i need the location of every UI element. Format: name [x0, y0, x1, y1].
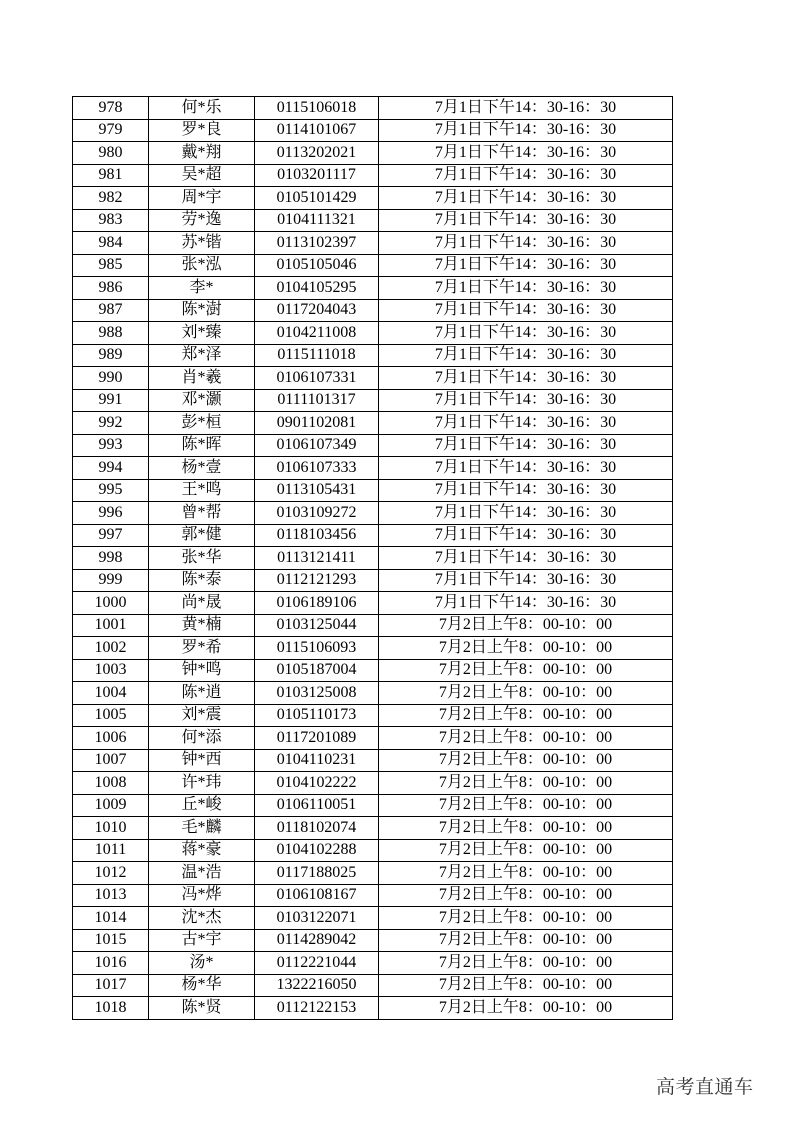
student-id-cell: 0105187004 [255, 659, 379, 682]
table-row [73, 232, 673, 255]
time-slot-cell: 7月1日下午14：30-16：30 [379, 187, 673, 210]
time-slot-cell: 7月1日下午14：30-16：30 [379, 97, 673, 120]
time-slot-cell: 7月1日下午14：30-16：30 [379, 502, 673, 525]
row-number-cell: 993 [73, 434, 149, 457]
student-id-cell: 0106107331 [255, 367, 379, 390]
row-number-cell: 1017 [73, 974, 149, 997]
row-number-cell: 979 [73, 119, 149, 142]
time-slot-cell: 7月2日上午8：00-10：00 [379, 884, 673, 907]
student-id-cell: 0105101429 [255, 187, 379, 210]
table-row [73, 164, 673, 187]
table-row [73, 637, 673, 660]
name-cell: 汤* [149, 952, 255, 975]
time-slot-cell: 7月2日上午8：00-10：00 [379, 997, 673, 1020]
student-id-cell: 0104102288 [255, 839, 379, 862]
table-row [73, 569, 673, 592]
table-row [73, 367, 673, 390]
student-id-cell: 0901102081 [255, 412, 379, 435]
student-id-cell: 0104211008 [255, 322, 379, 345]
table-row [73, 997, 673, 1020]
student-id-cell: 0117204043 [255, 299, 379, 322]
name-cell: 陈*贤 [149, 997, 255, 1020]
table-row [73, 412, 673, 435]
student-id-cell: 0106107333 [255, 457, 379, 480]
student-id-cell: 0106108167 [255, 884, 379, 907]
name-cell: 罗*希 [149, 637, 255, 660]
row-number-cell: 1015 [73, 929, 149, 952]
name-cell: 冯*烨 [149, 884, 255, 907]
row-number-cell: 984 [73, 232, 149, 255]
row-number-cell: 1012 [73, 862, 149, 885]
time-slot-cell: 7月1日下午14：30-16：30 [379, 232, 673, 255]
row-number-cell: 1010 [73, 817, 149, 840]
student-id-cell: 0103125008 [255, 682, 379, 705]
row-number-cell: 995 [73, 479, 149, 502]
student-id-cell: 0115106018 [255, 97, 379, 120]
student-id-cell: 0113121411 [255, 547, 379, 570]
student-id-cell: 0112121293 [255, 569, 379, 592]
row-number-cell: 985 [73, 254, 149, 277]
name-cell: 何*添 [149, 727, 255, 750]
name-cell: 古*宇 [149, 929, 255, 952]
student-id-cell: 0112221044 [255, 952, 379, 975]
table-row [73, 614, 673, 637]
name-cell: 陈*泰 [149, 569, 255, 592]
time-slot-cell: 7月2日上午8：00-10：00 [379, 907, 673, 930]
student-id-cell: 0105105046 [255, 254, 379, 277]
student-id-cell: 0105110173 [255, 704, 379, 727]
name-cell: 许*玮 [149, 772, 255, 795]
student-id-cell: 0117188025 [255, 862, 379, 885]
name-cell: 劳*逸 [149, 209, 255, 232]
student-id-cell: 0106107349 [255, 434, 379, 457]
name-cell: 曾*帮 [149, 502, 255, 525]
name-cell: 黄*楠 [149, 614, 255, 637]
name-cell: 钟*西 [149, 749, 255, 772]
name-cell: 温*浩 [149, 862, 255, 885]
time-slot-cell: 7月2日上午8：00-10：00 [379, 614, 673, 637]
name-cell: 罗*良 [149, 119, 255, 142]
table-row [73, 952, 673, 975]
table-row [73, 907, 673, 930]
row-number-cell: 1018 [73, 997, 149, 1020]
row-number-cell: 996 [73, 502, 149, 525]
row-number-cell: 1007 [73, 749, 149, 772]
time-slot-cell: 7月2日上午8：00-10：00 [379, 637, 673, 660]
name-cell: 肖*羲 [149, 367, 255, 390]
row-number-cell: 1013 [73, 884, 149, 907]
row-number-cell: 982 [73, 187, 149, 210]
table-row [73, 974, 673, 997]
time-slot-cell: 7月2日上午8：00-10：00 [379, 772, 673, 795]
row-number-cell: 980 [73, 142, 149, 165]
table-row [73, 142, 673, 165]
row-number-cell: 1006 [73, 727, 149, 750]
name-cell: 李* [149, 277, 255, 300]
row-number-cell: 1003 [73, 659, 149, 682]
table-row [73, 502, 673, 525]
student-id-cell: 0104111321 [255, 209, 379, 232]
time-slot-cell: 7月1日下午14：30-16：30 [379, 412, 673, 435]
row-number-cell: 987 [73, 299, 149, 322]
student-id-cell: 0117201089 [255, 727, 379, 750]
student-id-cell: 0103201117 [255, 164, 379, 187]
time-slot-cell: 7月1日下午14：30-16：30 [379, 592, 673, 615]
table-row [73, 277, 673, 300]
time-slot-cell: 7月1日下午14：30-16：30 [379, 344, 673, 367]
row-number-cell: 991 [73, 389, 149, 412]
name-cell: 刘*臻 [149, 322, 255, 345]
time-slot-cell: 7月2日上午8：00-10：00 [379, 817, 673, 840]
row-number-cell: 1014 [73, 907, 149, 930]
table-row [73, 794, 673, 817]
student-id-cell: 0104102222 [255, 772, 379, 795]
time-slot-cell: 7月2日上午8：00-10：00 [379, 952, 673, 975]
watermark-text: 高考直通车 [656, 1076, 754, 1098]
name-cell: 张*华 [149, 547, 255, 570]
row-number-cell: 997 [73, 524, 149, 547]
name-cell: 杨*壹 [149, 457, 255, 480]
time-slot-cell: 7月1日下午14：30-16：30 [379, 457, 673, 480]
student-id-cell: 0104110231 [255, 749, 379, 772]
row-number-cell: 988 [73, 322, 149, 345]
student-id-cell: 0118103456 [255, 524, 379, 547]
name-cell: 陈*澍 [149, 299, 255, 322]
table-row [73, 344, 673, 367]
row-number-cell: 1005 [73, 704, 149, 727]
row-number-cell: 1009 [73, 794, 149, 817]
row-number-cell: 1002 [73, 637, 149, 660]
name-cell: 蒋*豪 [149, 839, 255, 862]
time-slot-cell: 7月2日上午8：00-10：00 [379, 659, 673, 682]
row-number-cell: 986 [73, 277, 149, 300]
time-slot-cell: 7月2日上午8：00-10：00 [379, 974, 673, 997]
table-row [73, 524, 673, 547]
time-slot-cell: 7月2日上午8：00-10：00 [379, 862, 673, 885]
row-number-cell: 1016 [73, 952, 149, 975]
name-cell: 沈*杰 [149, 907, 255, 930]
row-number-cell: 998 [73, 547, 149, 570]
student-id-cell: 0114289042 [255, 929, 379, 952]
time-slot-cell: 7月2日上午8：00-10：00 [379, 682, 673, 705]
student-id-cell: 0104105295 [255, 277, 379, 300]
student-id-cell: 0113102397 [255, 232, 379, 255]
name-cell: 毛*麟 [149, 817, 255, 840]
name-cell: 周*宇 [149, 187, 255, 210]
table-row [73, 772, 673, 795]
table-row [73, 682, 673, 705]
student-id-cell: 0118102074 [255, 817, 379, 840]
student-id-cell: 0111101317 [255, 389, 379, 412]
row-number-cell: 983 [73, 209, 149, 232]
time-slot-cell: 7月1日下午14：30-16：30 [379, 209, 673, 232]
student-id-cell: 0112122153 [255, 997, 379, 1020]
time-slot-cell: 7月1日下午14：30-16：30 [379, 389, 673, 412]
name-cell: 王*鸣 [149, 479, 255, 502]
table-row [73, 884, 673, 907]
table-row [73, 187, 673, 210]
time-slot-cell: 7月1日下午14：30-16：30 [379, 322, 673, 345]
table-row [73, 254, 673, 277]
time-slot-cell: 7月1日下午14：30-16：30 [379, 479, 673, 502]
table-row [73, 749, 673, 772]
name-cell: 尚*晟 [149, 592, 255, 615]
table-row [73, 119, 673, 142]
table-row [73, 839, 673, 862]
name-cell: 郑*泽 [149, 344, 255, 367]
student-id-cell: 1322216050 [255, 974, 379, 997]
student-id-cell: 0103109272 [255, 502, 379, 525]
table-row [73, 299, 673, 322]
student-id-cell: 0106189106 [255, 592, 379, 615]
name-cell: 杨*华 [149, 974, 255, 997]
row-number-cell: 992 [73, 412, 149, 435]
schedule-table [72, 96, 673, 1020]
name-cell: 陈*晖 [149, 434, 255, 457]
time-slot-cell: 7月1日下午14：30-16：30 [379, 164, 673, 187]
student-id-cell: 0103122071 [255, 907, 379, 930]
name-cell: 刘*震 [149, 704, 255, 727]
name-cell: 戴*翔 [149, 142, 255, 165]
name-cell: 何*乐 [149, 97, 255, 120]
student-id-cell: 0106110051 [255, 794, 379, 817]
name-cell: 彭*桓 [149, 412, 255, 435]
time-slot-cell: 7月1日下午14：30-16：30 [379, 569, 673, 592]
row-number-cell: 1011 [73, 839, 149, 862]
time-slot-cell: 7月2日上午8：00-10：00 [379, 727, 673, 750]
table-row [73, 457, 673, 480]
name-cell: 陈*逍 [149, 682, 255, 705]
table-row [73, 97, 673, 120]
student-id-cell: 0114101067 [255, 119, 379, 142]
student-id-cell: 0103125044 [255, 614, 379, 637]
time-slot-cell: 7月1日下午14：30-16：30 [379, 254, 673, 277]
row-number-cell: 1008 [73, 772, 149, 795]
student-id-cell: 0113202021 [255, 142, 379, 165]
table-row [73, 659, 673, 682]
row-number-cell: 1001 [73, 614, 149, 637]
time-slot-cell: 7月2日上午8：00-10：00 [379, 794, 673, 817]
time-slot-cell: 7月2日上午8：00-10：00 [379, 929, 673, 952]
time-slot-cell: 7月2日上午8：00-10：00 [379, 704, 673, 727]
table-row [73, 389, 673, 412]
table-row [73, 434, 673, 457]
name-cell: 吴*超 [149, 164, 255, 187]
time-slot-cell: 7月2日上午8：00-10：00 [379, 839, 673, 862]
time-slot-cell: 7月1日下午14：30-16：30 [379, 142, 673, 165]
time-slot-cell: 7月1日下午14：30-16：30 [379, 367, 673, 390]
name-cell: 丘*峻 [149, 794, 255, 817]
row-number-cell: 994 [73, 457, 149, 480]
name-cell: 苏*锴 [149, 232, 255, 255]
student-id-cell: 0115111018 [255, 344, 379, 367]
student-id-cell: 0113105431 [255, 479, 379, 502]
time-slot-cell: 7月1日下午14：30-16：30 [379, 524, 673, 547]
table-row [73, 547, 673, 570]
student-id-cell: 0115106093 [255, 637, 379, 660]
table-row [73, 704, 673, 727]
row-number-cell: 1004 [73, 682, 149, 705]
table-row [73, 862, 673, 885]
table-row [73, 209, 673, 232]
table-row [73, 817, 673, 840]
row-number-cell: 989 [73, 344, 149, 367]
time-slot-cell: 7月1日下午14：30-16：30 [379, 547, 673, 570]
time-slot-cell: 7月2日上午8：00-10：00 [379, 749, 673, 772]
table-row [73, 727, 673, 750]
time-slot-cell: 7月1日下午14：30-16：30 [379, 119, 673, 142]
row-number-cell: 981 [73, 164, 149, 187]
table-row [73, 322, 673, 345]
row-number-cell: 990 [73, 367, 149, 390]
time-slot-cell: 7月1日下午14：30-16：30 [379, 299, 673, 322]
time-slot-cell: 7月1日下午14：30-16：30 [379, 277, 673, 300]
table-row [73, 479, 673, 502]
name-cell: 张*泓 [149, 254, 255, 277]
schedule-table-body [73, 97, 673, 1020]
table-row [73, 592, 673, 615]
name-cell: 郭*健 [149, 524, 255, 547]
table-row [73, 929, 673, 952]
time-slot-cell: 7月1日下午14：30-16：30 [379, 434, 673, 457]
row-number-cell: 978 [73, 97, 149, 120]
name-cell: 邓*灏 [149, 389, 255, 412]
row-number-cell: 999 [73, 569, 149, 592]
name-cell: 钟*鸣 [149, 659, 255, 682]
row-number-cell: 1000 [73, 592, 149, 615]
